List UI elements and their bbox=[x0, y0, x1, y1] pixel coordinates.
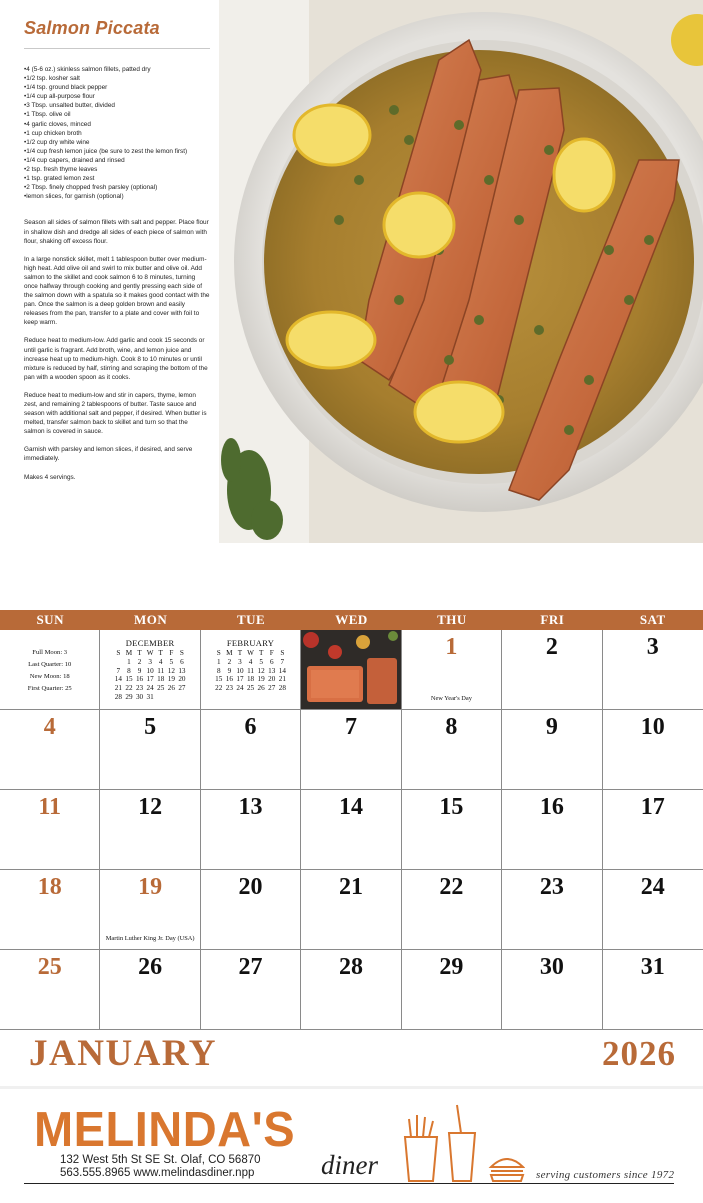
mini-calendar-february bbox=[201, 630, 301, 710]
mini-calendar-weekday: M bbox=[125, 649, 133, 657]
ingredient-item: • 2 tsp. fresh thyme leaves bbox=[24, 165, 210, 174]
day-number: 24 bbox=[640, 874, 665, 900]
day-number: 29 bbox=[439, 954, 464, 980]
holiday-note: Martin Luther King Jr. Day (USA) bbox=[105, 935, 195, 942]
mini-calendar-day: 31 bbox=[146, 692, 154, 701]
day-number: 23 bbox=[539, 874, 564, 900]
day-cell[interactable] bbox=[100, 790, 200, 870]
mini-calendar-day: 3 bbox=[148, 657, 152, 666]
month-footer bbox=[0, 1030, 703, 1086]
weekday-label: SUN bbox=[36, 612, 64, 627]
day-number: 28 bbox=[338, 954, 363, 980]
mini-calendar-weekday: T bbox=[158, 649, 163, 657]
mini-calendar-day: 13 bbox=[268, 666, 276, 675]
ingredient-item: • lemon slices, for garnish (optional) bbox=[24, 192, 210, 201]
ingredient-item: • 1/4 cup capers, drained and rinsed bbox=[24, 156, 210, 165]
mini-calendar-weekday: M bbox=[226, 649, 233, 657]
mini-calendar-day: 6 bbox=[269, 657, 274, 666]
calendar-grid bbox=[0, 630, 703, 1030]
mini-calendar-day: 24 bbox=[146, 684, 154, 693]
ingredient-item: • 1 cup chicken broth bbox=[24, 129, 210, 138]
mini-calendar-day: 3 bbox=[238, 657, 242, 666]
day-cell[interactable] bbox=[100, 710, 200, 790]
advertiser-logo-subname: diner bbox=[321, 1150, 378, 1180]
day-cell[interactable] bbox=[603, 630, 703, 710]
mini-calendar-day bbox=[113, 658, 124, 667]
mini-calendar-day: 26 bbox=[167, 684, 175, 693]
moon-phases bbox=[0, 630, 100, 710]
advertiser-logo-name: MELINDA'S bbox=[34, 1100, 296, 1157]
mini-calendar-day: 13 bbox=[178, 666, 186, 675]
ingredient-item: • 2 Tbsp. finely chopped fresh parsley (optional) bbox=[24, 183, 210, 192]
mini-calendar-day: 16 bbox=[135, 675, 144, 684]
day-number: 22 bbox=[439, 874, 464, 900]
title-divider bbox=[24, 48, 210, 49]
recipe-step: In a large nonstick skillet, melt 1 tablespoon butter over medium-high heat. Add olive oil and swirl to mix butter and olive oil. Add salmon to the skillet and cook salmon 6 to 8 minutes, turning once halfway through cooking and gently pressing each side of the salmon down with a spatula so it makes good contact with the pan. Once the salmon is a deep golden brown and easily releases from the pan, transfer to a plate and cover with foil to keep warm. bbox=[24, 255, 210, 327]
day-number: 1 bbox=[445, 634, 458, 660]
day-cell[interactable] bbox=[100, 870, 200, 950]
mini-calendar-day: 22 bbox=[215, 684, 223, 693]
mini-calendar-day: 23 bbox=[135, 684, 144, 693]
salmon-piccata-photo bbox=[219, 0, 703, 543]
mini-calendar-day: 11 bbox=[157, 666, 165, 675]
mini-calendar-weekday: F bbox=[169, 649, 174, 657]
mini-calendar-weekday: W bbox=[247, 649, 254, 657]
day-cell[interactable] bbox=[201, 950, 301, 1030]
mini-calendar-day: 5 bbox=[259, 657, 263, 666]
advertiser-divider bbox=[24, 1183, 674, 1184]
day-cell[interactable] bbox=[0, 870, 100, 950]
mini-calendar-weekday: S bbox=[179, 649, 184, 657]
recipe-step: Makes 4 servings. bbox=[24, 473, 76, 481]
day-number: 3 bbox=[646, 634, 659, 660]
mini-calendar-title: FEBRUARY bbox=[226, 638, 275, 648]
mini-calendar-day: 28 bbox=[114, 692, 122, 701]
day-cell[interactable] bbox=[301, 950, 401, 1030]
advertiser-address: 132 West 5th St SE St. Olaf, CO 56870 bbox=[60, 1154, 261, 1166]
moon-phase-new: New Moon: 18 bbox=[29, 673, 70, 680]
day-number: 18 bbox=[37, 874, 62, 900]
ingredient-list bbox=[24, 65, 210, 201]
day-number: 9 bbox=[545, 714, 558, 740]
advertiser-contact bbox=[60, 1154, 261, 1180]
mini-calendar-day: 8 bbox=[127, 666, 131, 675]
mini-calendar-day: 7 bbox=[116, 666, 121, 675]
weekday-label: SAT bbox=[639, 612, 666, 627]
recipe-step: Reduce heat to medium-low. Add garlic and cook 15 seconds or until garlic is fragrant. Add broth, wine, and lemon juice and increase heat up to medium-high. Cook 8 to 10 minutes or until mixture is reduced by half, stirring and scraping the bottom of the pan with a wooden spoon as it cooks. bbox=[24, 337, 208, 381]
mini-calendar-day: 19 bbox=[167, 675, 175, 684]
mini-calendar-day: 5 bbox=[169, 657, 174, 666]
recipe-title: Salmon Piccata bbox=[24, 18, 160, 38]
day-number: 7 bbox=[344, 714, 357, 740]
ingredient-item: • 1/4 tsp. ground black pepper bbox=[24, 83, 210, 92]
day-cell[interactable] bbox=[402, 790, 502, 870]
day-cell[interactable] bbox=[0, 950, 100, 1030]
moon-phase-first-quarter: First Quarter: 25 bbox=[27, 685, 72, 692]
day-number: 25 bbox=[37, 954, 62, 980]
mini-calendar-day: 30 bbox=[135, 692, 144, 701]
day-number: 20 bbox=[238, 874, 263, 900]
day-number: 15 bbox=[439, 794, 464, 820]
mini-calendar-day: 15 bbox=[215, 675, 223, 684]
weekday-header bbox=[0, 610, 703, 630]
day-cell[interactable] bbox=[603, 790, 703, 870]
day-cell[interactable] bbox=[502, 630, 602, 710]
mini-calendar-weekday: S bbox=[116, 649, 121, 657]
year: 2026 bbox=[602, 1034, 676, 1073]
mini-calendar-weekday: W bbox=[146, 649, 154, 657]
mini-calendar-day: 2 bbox=[137, 657, 142, 666]
weekday-label: MON bbox=[133, 612, 168, 627]
mini-calendar-day: 25 bbox=[246, 684, 255, 693]
day-cell[interactable] bbox=[201, 790, 301, 870]
day-number: 16 bbox=[539, 794, 564, 820]
mini-calendar-weekday: F bbox=[269, 649, 274, 657]
day-cell[interactable] bbox=[502, 870, 602, 950]
day-cell[interactable] bbox=[301, 790, 401, 870]
mini-calendar-day: 18 bbox=[157, 675, 165, 684]
ingredient-item: • 1/4 cup all-purpose flour bbox=[24, 92, 210, 101]
mini-calendar-weekday: T bbox=[258, 649, 264, 657]
mini-calendar-day: 21 bbox=[114, 684, 122, 693]
mini-calendar-day: 28 bbox=[278, 684, 286, 693]
weekday-label: FRI bbox=[540, 612, 565, 627]
recipe-steps bbox=[24, 218, 210, 481]
day-number: 10 bbox=[640, 714, 665, 740]
day-number: 27 bbox=[238, 954, 263, 980]
day-number: 4 bbox=[43, 714, 56, 740]
advertiser-tagline: serving customers since 1972 bbox=[536, 1169, 675, 1181]
mini-calendar-title: DECEMBER bbox=[125, 638, 175, 648]
salmon-thumbnail-photo bbox=[301, 630, 401, 710]
mini-calendar-day: 7 bbox=[280, 657, 285, 666]
mini-calendar-day: 27 bbox=[268, 684, 276, 693]
ingredient-item: • 4 (5-6 oz.) skinless salmon fillets, patted dry bbox=[24, 65, 210, 74]
weekday-label: TUE bbox=[236, 612, 266, 627]
day-cell[interactable] bbox=[603, 710, 703, 790]
mini-calendar-day: 14 bbox=[278, 666, 286, 675]
mini-calendar-day: 10 bbox=[146, 666, 154, 675]
mini-calendar-december bbox=[100, 630, 200, 710]
ingredient-item: • 4 garlic cloves, minced bbox=[24, 120, 210, 129]
day-cell[interactable] bbox=[402, 870, 502, 950]
mini-calendar-day: 17 bbox=[146, 675, 154, 684]
day-cell[interactable] bbox=[301, 870, 401, 950]
mini-calendar-day: 1 bbox=[127, 657, 131, 666]
mini-calendar-day: 15 bbox=[125, 675, 133, 684]
mini-calendar-day: 27 bbox=[178, 684, 186, 693]
day-number: 26 bbox=[138, 954, 163, 980]
holiday-note: New Year's Day bbox=[430, 695, 472, 702]
mini-calendar-weekday: T bbox=[237, 649, 243, 657]
day-cell[interactable] bbox=[402, 630, 502, 710]
recipe-step: Reduce heat to medium-low and stir in capers, thyme, lemon zest, and remaining 2 tablespoons of butter. Taste sauce and season with additional salt and pepper, if desired. When butter is melted, transfer salmon back to skillet and turn so that the salmon is covered in sauce. bbox=[24, 391, 207, 436]
mini-calendar-weekday: S bbox=[216, 649, 221, 657]
ingredient-item: • 1 Tbsp. olive oil bbox=[24, 110, 210, 119]
advertiser-phone-web: 563.555.8965 www.melindasdiner.npp bbox=[60, 1167, 255, 1179]
day-number: 11 bbox=[38, 794, 62, 820]
day-cell[interactable] bbox=[100, 950, 200, 1030]
moon-phase-last-quarter: Last Quarter: 10 bbox=[28, 661, 72, 668]
mini-calendar-weekday: T bbox=[137, 649, 142, 657]
day-cell[interactable] bbox=[402, 950, 502, 1030]
day-number: 31 bbox=[640, 954, 665, 980]
mini-calendar-day: 4 bbox=[248, 657, 253, 666]
ingredient-item: • 1/2 tsp. kosher salt bbox=[24, 74, 210, 83]
month-name: JANUARY bbox=[29, 1033, 218, 1074]
day-cell[interactable] bbox=[502, 710, 602, 790]
mini-calendar-day: 19 bbox=[257, 675, 265, 684]
day-cell[interactable] bbox=[201, 870, 301, 950]
mini-calendar-day: 26 bbox=[257, 684, 265, 693]
mini-calendar-day: 17 bbox=[236, 675, 244, 684]
day-cell[interactable] bbox=[603, 950, 703, 1030]
mini-calendar-day: 10 bbox=[236, 666, 244, 675]
mini-calendar-day: 16 bbox=[225, 675, 233, 684]
moon-phase-full: Full Moon: 3 bbox=[32, 649, 68, 656]
day-cell[interactable] bbox=[0, 710, 100, 790]
recipe-step: Season all sides of salmon fillets with salt and pepper. Place flour in shallow dish and dredge all sides of each piece of salmon with flour, shaking off excess flour. bbox=[24, 219, 209, 245]
advertiser-strip bbox=[0, 1086, 703, 1203]
mini-calendar-day: 11 bbox=[247, 666, 254, 675]
day-number: 19 bbox=[138, 874, 163, 900]
mini-calendar-day: 6 bbox=[180, 657, 184, 666]
mini-calendar-day: 25 bbox=[157, 684, 165, 693]
mini-calendar-day: 12 bbox=[167, 666, 175, 675]
ingredient-item: • 3 Tbsp. unsalted butter, divided bbox=[24, 101, 210, 110]
fries-drink-burger-icon bbox=[395, 1097, 525, 1183]
mini-calendar-day: 8 bbox=[216, 666, 221, 675]
calendar bbox=[0, 610, 703, 1030]
mini-calendar-day: 4 bbox=[158, 657, 163, 666]
mini-calendar-day: 2 bbox=[227, 657, 232, 666]
ingredient-item: • 1/4 cup fresh lemon juice (be sure to zest the lemon first) bbox=[24, 147, 210, 156]
day-number: 14 bbox=[338, 794, 363, 820]
mini-calendar-days bbox=[201, 649, 300, 693]
recipe-step: Garnish with parsley and lemon slices, if desired, and serve immediately. bbox=[24, 446, 193, 463]
day-number: 21 bbox=[338, 874, 363, 900]
day-cell[interactable] bbox=[502, 790, 602, 870]
ingredient-item: • 1/2 cup dry white wine bbox=[24, 138, 210, 147]
mini-calendar-weekday: S bbox=[280, 649, 285, 657]
day-number: 17 bbox=[640, 794, 665, 820]
mini-calendar-day: 9 bbox=[227, 666, 232, 675]
weekday-label: WED bbox=[335, 612, 368, 627]
day-number: 5 bbox=[144, 714, 157, 740]
day-number: 12 bbox=[138, 794, 163, 820]
recipe-page bbox=[0, 0, 703, 543]
mini-calendar-day: 12 bbox=[257, 666, 265, 675]
mini-calendar-day: 22 bbox=[125, 684, 133, 693]
mini-calendar-day: 20 bbox=[178, 675, 186, 684]
day-number: 8 bbox=[445, 714, 458, 740]
mini-calendar-days bbox=[100, 649, 199, 702]
mini-calendar-day: 29 bbox=[125, 692, 133, 701]
day-cell[interactable] bbox=[502, 950, 602, 1030]
day-number: 13 bbox=[238, 794, 263, 820]
day-number: 6 bbox=[244, 714, 257, 740]
day-number: 2 bbox=[545, 634, 558, 660]
day-cell[interactable] bbox=[301, 710, 401, 790]
day-cell[interactable] bbox=[603, 870, 703, 950]
day-cell[interactable] bbox=[201, 710, 301, 790]
day-cell[interactable] bbox=[0, 790, 100, 870]
day-cell[interactable] bbox=[402, 710, 502, 790]
weekday-label: THU bbox=[437, 612, 467, 627]
mini-calendar-day: 21 bbox=[278, 675, 286, 684]
ingredient-item: • 1 tsp. grated lemon zest bbox=[24, 174, 210, 183]
mini-calendar-day: 18 bbox=[246, 675, 255, 684]
mini-calendar-day: 1 bbox=[216, 657, 221, 666]
mini-calendar-day: 9 bbox=[137, 666, 142, 675]
mini-calendar-day: 20 bbox=[268, 675, 276, 684]
mini-calendar-day: 14 bbox=[114, 675, 122, 684]
recipe-panel bbox=[24, 18, 210, 491]
mini-calendar-day: 24 bbox=[236, 684, 244, 693]
mini-calendar-day: 23 bbox=[225, 684, 233, 693]
day-number: 30 bbox=[539, 954, 564, 980]
